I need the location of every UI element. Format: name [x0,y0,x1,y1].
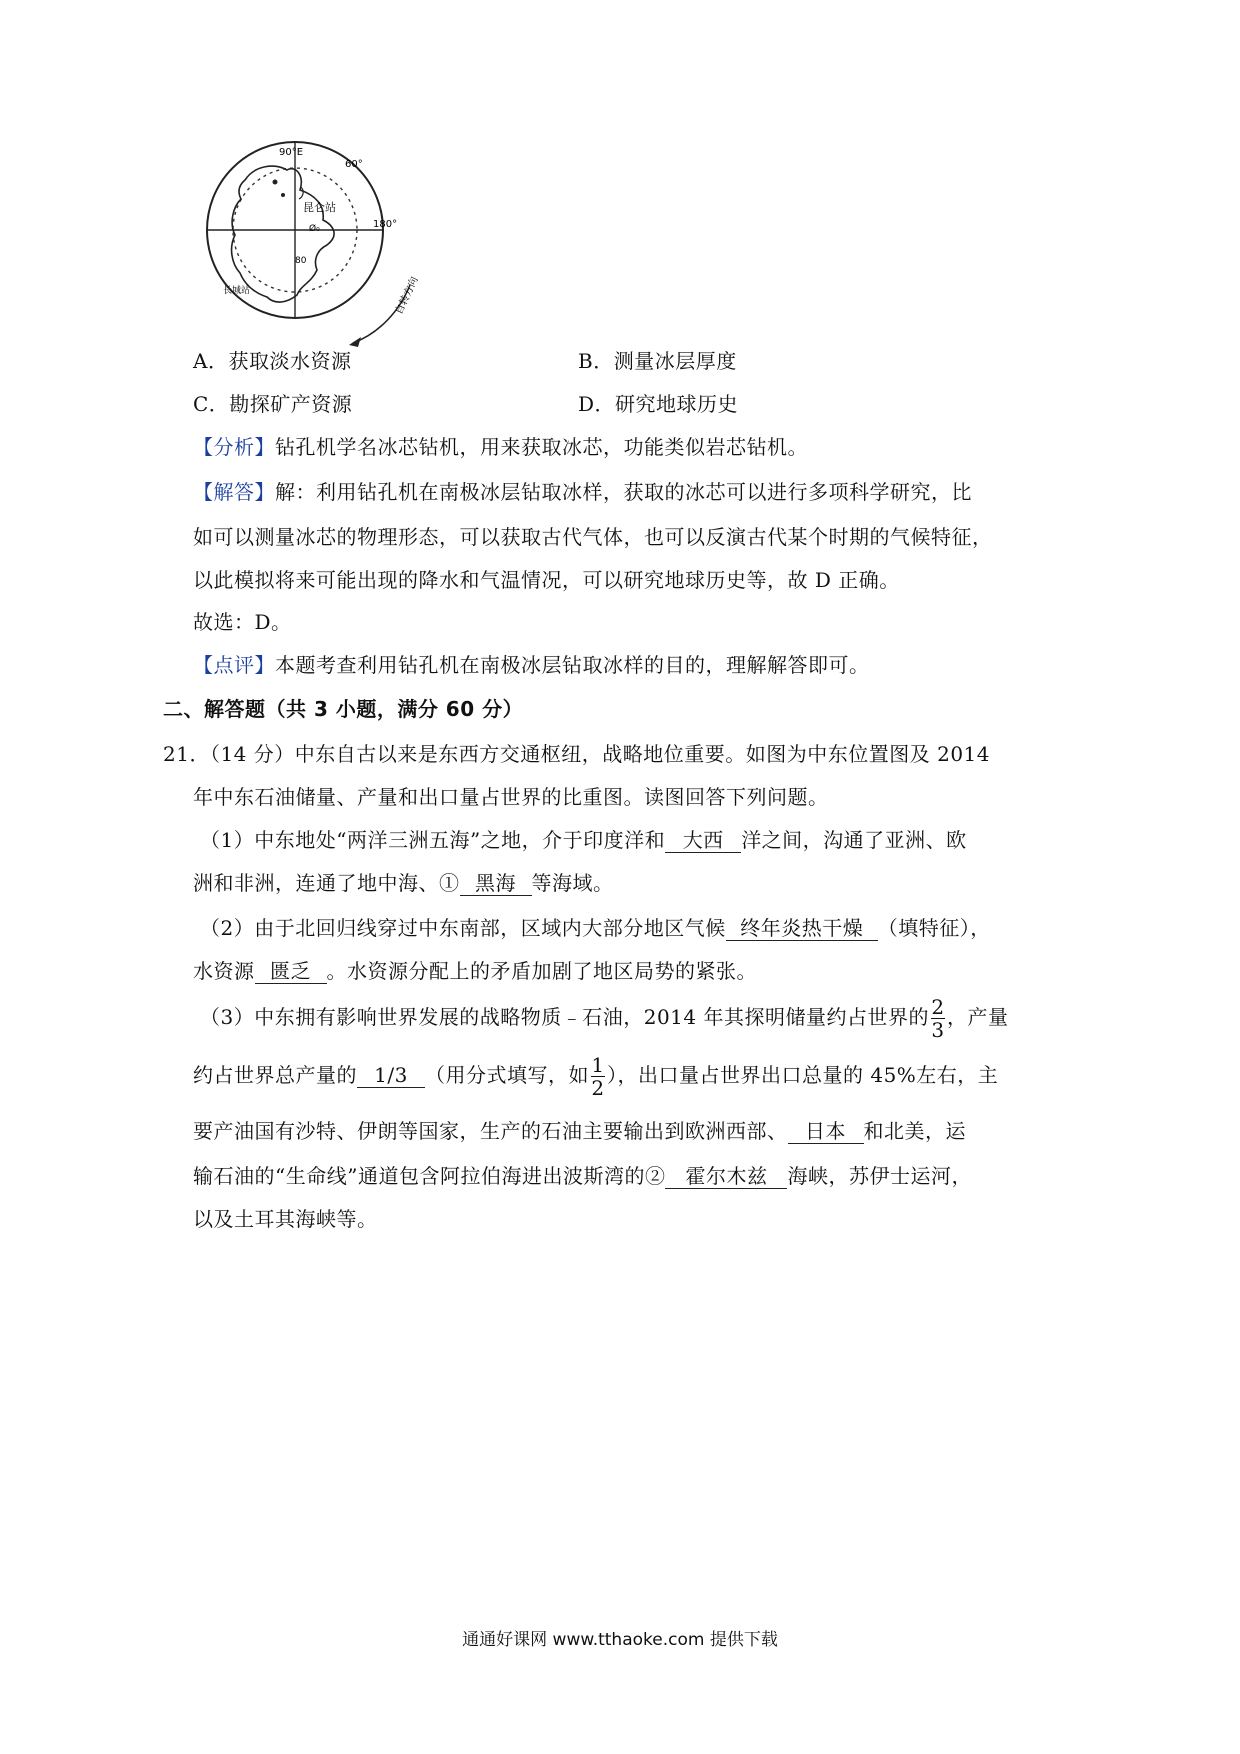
option-b: B．测量冰层厚度 [578,349,737,373]
answer-choice: 故选：D。 [193,610,292,634]
comment-line [193,651,870,679]
label-dome: Ø₀ [309,224,320,234]
blank-strait: 霍尔木兹 [665,1164,787,1189]
frac2-den: 2 [591,1076,605,1100]
option-c: C．勘探矿产资源 [193,392,353,416]
comment-tag: 【点评】 [193,653,275,677]
q21-part1-line2 [193,869,614,897]
blank-ocean: 大西 [665,828,741,853]
answer-line-1 [193,478,972,506]
blank-water: 匮乏 [255,959,327,984]
p3-text-d: （用分式填写，如 [425,1063,589,1087]
analysis-text: 钻孔机学名冰芯钻机，用来获取冰芯，功能类似岩芯钻机。 [275,435,808,459]
answer-line-2: 如可以测量冰芯的物理形态，可以获取古代气体，也可以反演古代某个时期的气候特征， [193,525,993,549]
blank-destination: 日本 [788,1119,864,1144]
p3-text-i: 海峡，苏伊士运河， [787,1164,972,1188]
rotation-arrowhead [349,337,361,347]
p3-text-a: （3）中东拥有影响世界发展的战略物质﹣石油，2014 年其探明储量约占世界的 [200,1005,929,1029]
p3-text-h: 输石油的“生命线”通道包含阿拉伯海进出波斯湾的② [193,1164,666,1188]
option-a: A．获取淡水资源 [193,349,352,373]
q21-part1-line1 [200,826,967,854]
section-title: 二、解答题（共 3 小题，满分 60 分） [163,697,524,721]
q21-part3-line2 [193,1050,998,1100]
station-dot [273,180,278,185]
p3-text-c: 约占世界总产量的 [193,1063,357,1087]
p1-text-c: 洲和非洲，连通了地中海、① [193,871,460,895]
label-station: 昆仑站 [303,201,336,214]
p3-text-e: ），出口量占世界出口总量的 45%左右，主 [607,1063,999,1087]
answer-tag: 【解答】 [193,480,275,504]
analysis-tag: 【分析】 [193,435,275,459]
p1-text-a: （1）中东地处“两洋三洲五海”之地，介于印度洋和 [200,828,666,852]
answer-line-3: 以此模拟将来可能出现的降水和气温情况，可以研究地球历史等，故 D 正确。 [193,568,900,592]
label-180: 180° [373,219,398,230]
p3-text-g: 和北美，运 [863,1119,966,1143]
antarctica-coastline [232,166,335,302]
p1-text-b: 洋之间，沟通了亚洲、欧 [741,828,967,852]
frac1-den: 3 [931,1018,945,1042]
station-dot-2 [281,193,285,197]
footer-text: 通通好课网 www.tthaoke.com 提供下载 [462,1630,778,1650]
analysis-line [193,433,808,461]
p1-text-d: 等海域。 [531,871,614,895]
option-d: D．研究地球历史 [578,392,739,416]
q21-line-1: 21．（14 分）中东自古以来是东西方交通枢纽，战略地位重要。如图为中东位置图及 2014 [163,742,991,766]
q21-part3-line5: 以及土耳其海峡等。 [193,1207,378,1231]
label-60: 60° [345,159,363,170]
blank-production: 1/3 [357,1063,425,1088]
p2-text-c: 水资源 [193,959,255,983]
q21-part2-line1 [200,914,991,942]
p2-text-d: 。水资源分配上的矛盾加剧了地区局势的紧张。 [326,959,757,983]
label-80: 80 [295,256,307,266]
antarctica-map-figure [205,135,435,350]
fraction-two-thirds [931,996,945,1041]
blank-climate: 终年炎热干燥 [726,916,878,941]
frac2-num: 1 [591,1053,605,1077]
q21-part3-line1 [200,992,1008,1042]
q21-part3-line3 [193,1117,966,1145]
frac1-num: 2 [931,995,945,1019]
p3-text-f: 要产油国有沙特、伊朗等国家，生产的石油主要输出到欧洲西部、 [193,1119,788,1143]
blank-sea: 黑海 [460,871,532,896]
p2-text-a: （2）由于北回归线穿过中东南部，区域内大部分地区气候 [200,916,726,940]
q21-part3-line4 [193,1162,972,1190]
label-station2: 长城站 [223,286,251,296]
answer-text-1: 解：利用钻孔机在南极冰层钻取冰样，获取的冰芯可以进行多项科学研究，比 [275,480,972,504]
p2-text-b: （填特征）， [877,916,991,940]
label-rotation: 自转方向 [393,275,421,317]
fraction-one-half [591,1054,605,1099]
label-90e: 90°E [279,147,304,158]
q21-part2-line2 [193,957,757,985]
p3-text-b: ，产量 [946,1005,1009,1029]
q21-line-2: 年中东石油储量、产量和出口量占世界的比重图。读图回答下列问题。 [193,785,829,809]
comment-text: 本题考查利用钻孔机在南极冰层钻取冰样的目的，理解解答即可。 [275,653,870,677]
